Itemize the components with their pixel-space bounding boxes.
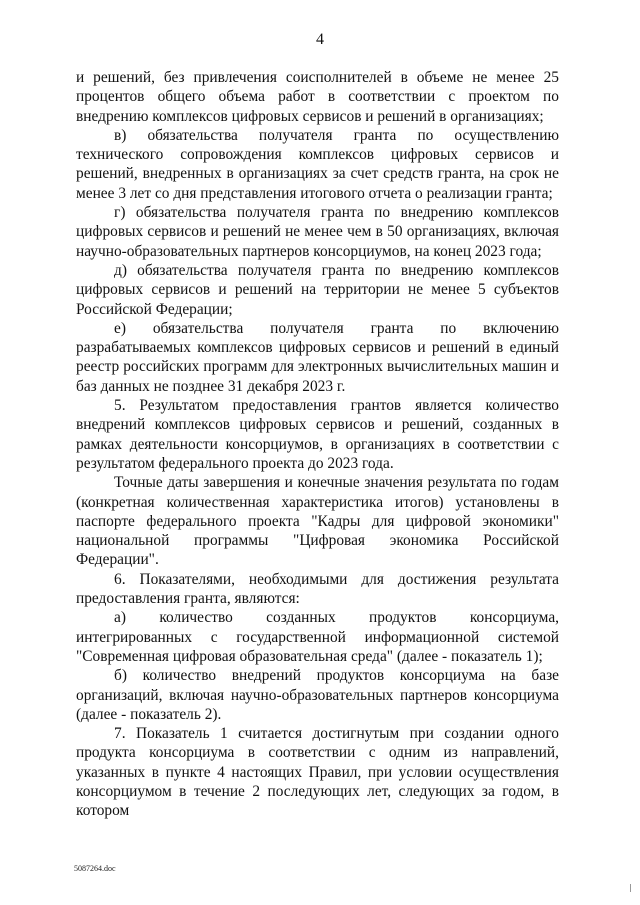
- paragraph-item-g: г) обязательства получателя гранта по внедрению комплексов цифровых сервисов и решений не менее чем в 50 организациях, включая научно-образовательных партнеров консорциумов, на конец 2023 года;: [76, 204, 559, 260]
- paragraph-clause-5: 5. Результатом предоставления грантов является количество внедрений комплексов цифровых сервисов и решений, созданных в рамках деятельности консорциумов, в организациях в соответствии с результатом федерального проекта до 2023 года.: [76, 397, 559, 472]
- scan-edge-mark: [630, 884, 631, 892]
- paragraph-item-b: б) количество внедрений продуктов консорциума на базе организаций, включая научно-образовательных партнеров консорциума (далее - показатель 2).: [76, 667, 559, 723]
- paragraph-dates: Точные даты завершения и конечные значения результата по годам (конкретная количественная характеристика итогов) установлены в паспорте федерального проекта "Кадры для цифровой экономики" национальной программы "Цифровая экономика Российской Федерации".: [76, 474, 559, 569]
- paragraph-clause-6: 6. Показателями, необходимыми для достижения результата предоставления гранта, являются:: [76, 570, 559, 608]
- paragraph-item-a: а) количество созданных продуктов консорциума, интегрированных с государственной информационной системой "Современная цифровая образовательная среда" (далее - показатель 1);: [76, 609, 559, 665]
- paragraph-item-e: е) обязательства получателя гранта по включению разрабатываемых комплексов цифровых сервисов и решений в единый реестр российских программ для электронных вычислительных машин и баз данных не позднее 31 декабря 2023 г.: [76, 319, 559, 395]
- paragraph-continuation: и решений, без привлечения соисполнителей в объеме не менее 25 процентов общего объема работ в соответствии с проектом по внедрению комплексов цифровых сервисов и решений в организациях;: [76, 69, 559, 125]
- paragraph-clause-7: 7. Показатель 1 считается достигнутым при создании одного продукта консорциума в соответствии с одним из направлений, указанных в пункте 4 настоящих Правил, при условии осуществления консорциумом в течение 2 последующих лет, следующих за годом, в котором: [76, 725, 559, 820]
- paragraph-item-v: в) обязательства получателя гранта по осуществлению технического сопровождения комплексов цифровых сервисов и решений, внедренных в организациях за счет средств гранта, на срок не менее 3 лет со дня представления итогового отчета о реализации гранта;: [76, 126, 559, 202]
- page-number: 4: [316, 31, 324, 48]
- document-body: [76, 68, 559, 821]
- paragraph-item-d: д) обязательства получателя гранта по внедрению комплексов цифровых сервисов и решений на территории не менее 5 субъектов Российской Федерации;: [76, 261, 559, 318]
- footer-document-code: 5087264.doc: [74, 864, 116, 873]
